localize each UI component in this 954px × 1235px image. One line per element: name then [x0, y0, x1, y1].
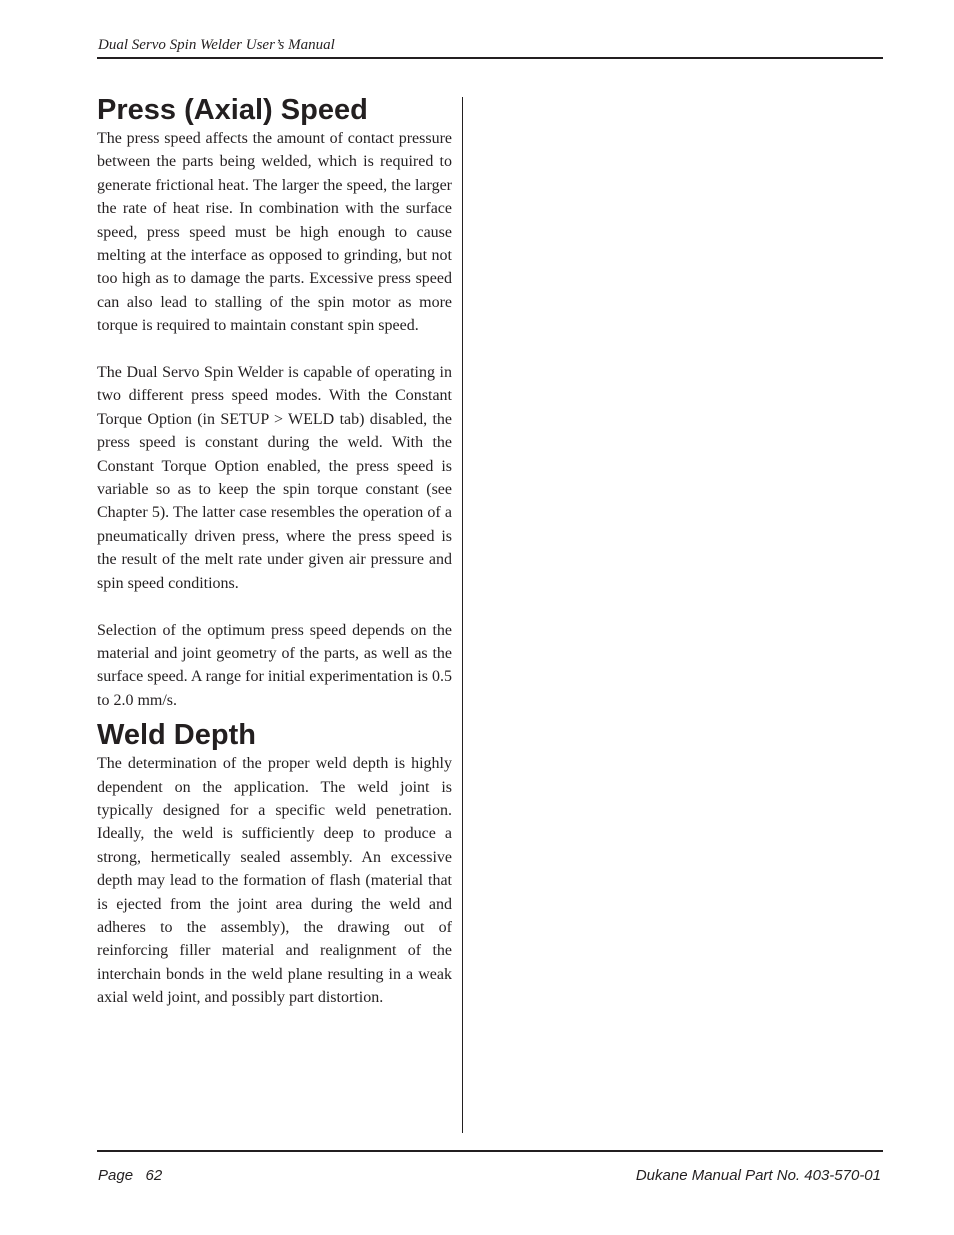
paragraph: The determination of the proper weld depth is highly dependent on the application. The weld joint is typically designed for a specific weld penetration. Ideally, the weld is sufficiently deep to produce a strong, hermetically sealed assembly. An excessive depth may lead to the formation of flash (material that is ejected from the joint area during the weld and adheres to the assembly), the drawing out of reinforcing filler material and realignment of the interchain bonds in the weld plane resulting in a weak axial weld joint, and possibly part distortion.	[97, 755, 452, 1007]
paragraph: The Dual Servo Spin Welder is capable of operating in two different press speed modes. With the Constant Torque Option (in SETUP > WELD tab) disabled, the press speed is constant during the weld. With the Constant Torque Option enabled, the press speed is variable so as to keep the spin torque constant (see Chapter 5). The latter case resembles the operation of a pneumatically driven press, where the press speed is the result of the melt rate under given air pressure and spin speed conditions.	[97, 364, 452, 592]
paragraph: Selection of the optimum press speed depends on the material and joint geometry of the parts, as well as the surface speed. A range for initial experimentation is 0.5 to 2.0 mm/s.	[97, 621, 452, 709]
paragraph: The press speed affects the amount of contact pressure between the parts being welded, which is required to generate frictional heat. The larger the speed, the larger the rate of heat rise. In combination with the surface speed, press speed must be high enough to cause melting at the interface as opposed to grinding, but not too high as to damage the parts. Excessive press speed can also lead to stalling of the spin motor as more torque is required to maintain constant spin speed.	[97, 130, 452, 335]
footer-divider	[97, 1150, 883, 1152]
main-column	[97, 93, 452, 1033]
section-heading-weld-depth: Weld Depth	[97, 719, 256, 752]
header-divider	[97, 57, 883, 59]
manual-part-number: Dukane Manual Part No. 403-570-01	[635, 1167, 881, 1184]
running-header: Dual Servo Spin Welder User’s Manual	[98, 37, 335, 53]
section-heading-press-speed: Press (Axial) Speed	[97, 94, 368, 126]
column-divider	[462, 97, 463, 1133]
page-number: Page 62	[98, 1167, 163, 1184]
